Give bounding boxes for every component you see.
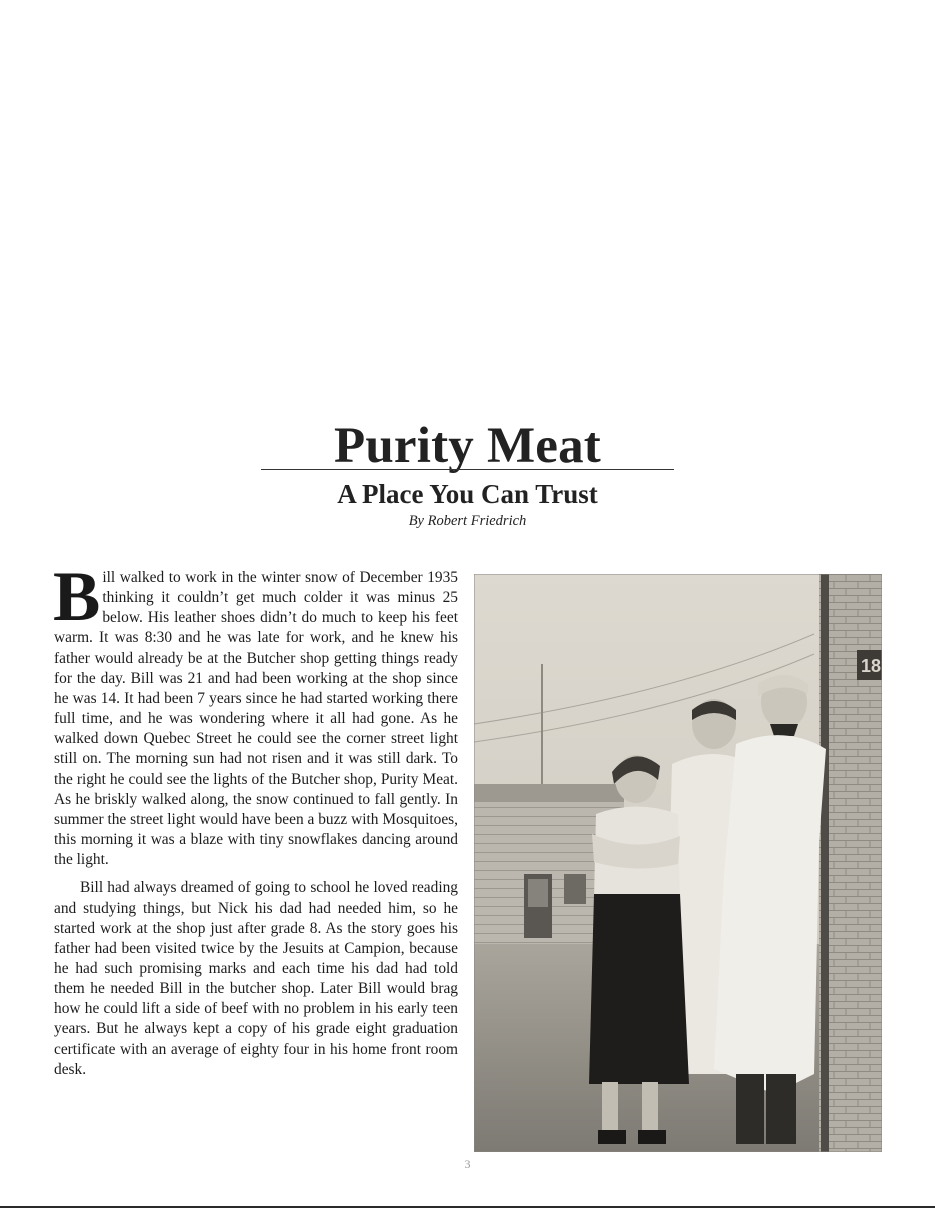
- drop-cap: B: [53, 558, 101, 636]
- article-byline: By Robert Friedrich: [408, 513, 527, 529]
- article-subtitle: A Place You Can Trust: [337, 479, 598, 509]
- page-number: 3: [464, 1157, 471, 1171]
- article-paragraph-2: Bill had always dreamed of going to school he loved reading and studying things, but Nick his dad had needed him, so he started work at the shop just after grade 8. As the story goes his father had been visited twice by the Jesuits at Campion, because he had such promising marks and each time his dad had told them he needed Bill in the butcher shop. Later Bill would brag how he could lift a side of beef with no problem in his early teen years. But he always kept a copy of his grade eight graduation certificate with an average of eighty four in his home front room desk.: [54, 879, 458, 1078]
- title-underline: [261, 469, 674, 470]
- article-photo: [474, 574, 882, 1152]
- bottom-rule: [0, 1206, 935, 1208]
- paragraph-1-text: ill walked to work in the winter snow of December 1935 thinking it couldn’t get much colder it was minus 25 below. His leather shoes didn’t do much to keep his feet warm. It was 8:30 and he was late for work, and he knew his father would already be at the Butcher shop getting things ready for the day. Bill was 21 and had been working at the shop since he was 14. It had been 7 years since he had started working there full time, and he was wondering where it all had gone. As he walked down Quebec Street he could see the corner street light still on. The morning sun had not risen and it was still dark. To the right he could see the lights of the Butcher shop, Purity Meat. As he briskly walked along, the snow continued to fall gently. In summer the street light would have been a buzz with Mosquitoes, this morning it was a blaze with tiny snowflakes dancing around the light.: [54, 569, 458, 869]
- article-body: [53, 558, 458, 1080]
- photo-sign-number: 18: [861, 656, 882, 676]
- article-title: Purity Meat: [333, 418, 601, 474]
- article-paragraph-1: [53, 558, 458, 870]
